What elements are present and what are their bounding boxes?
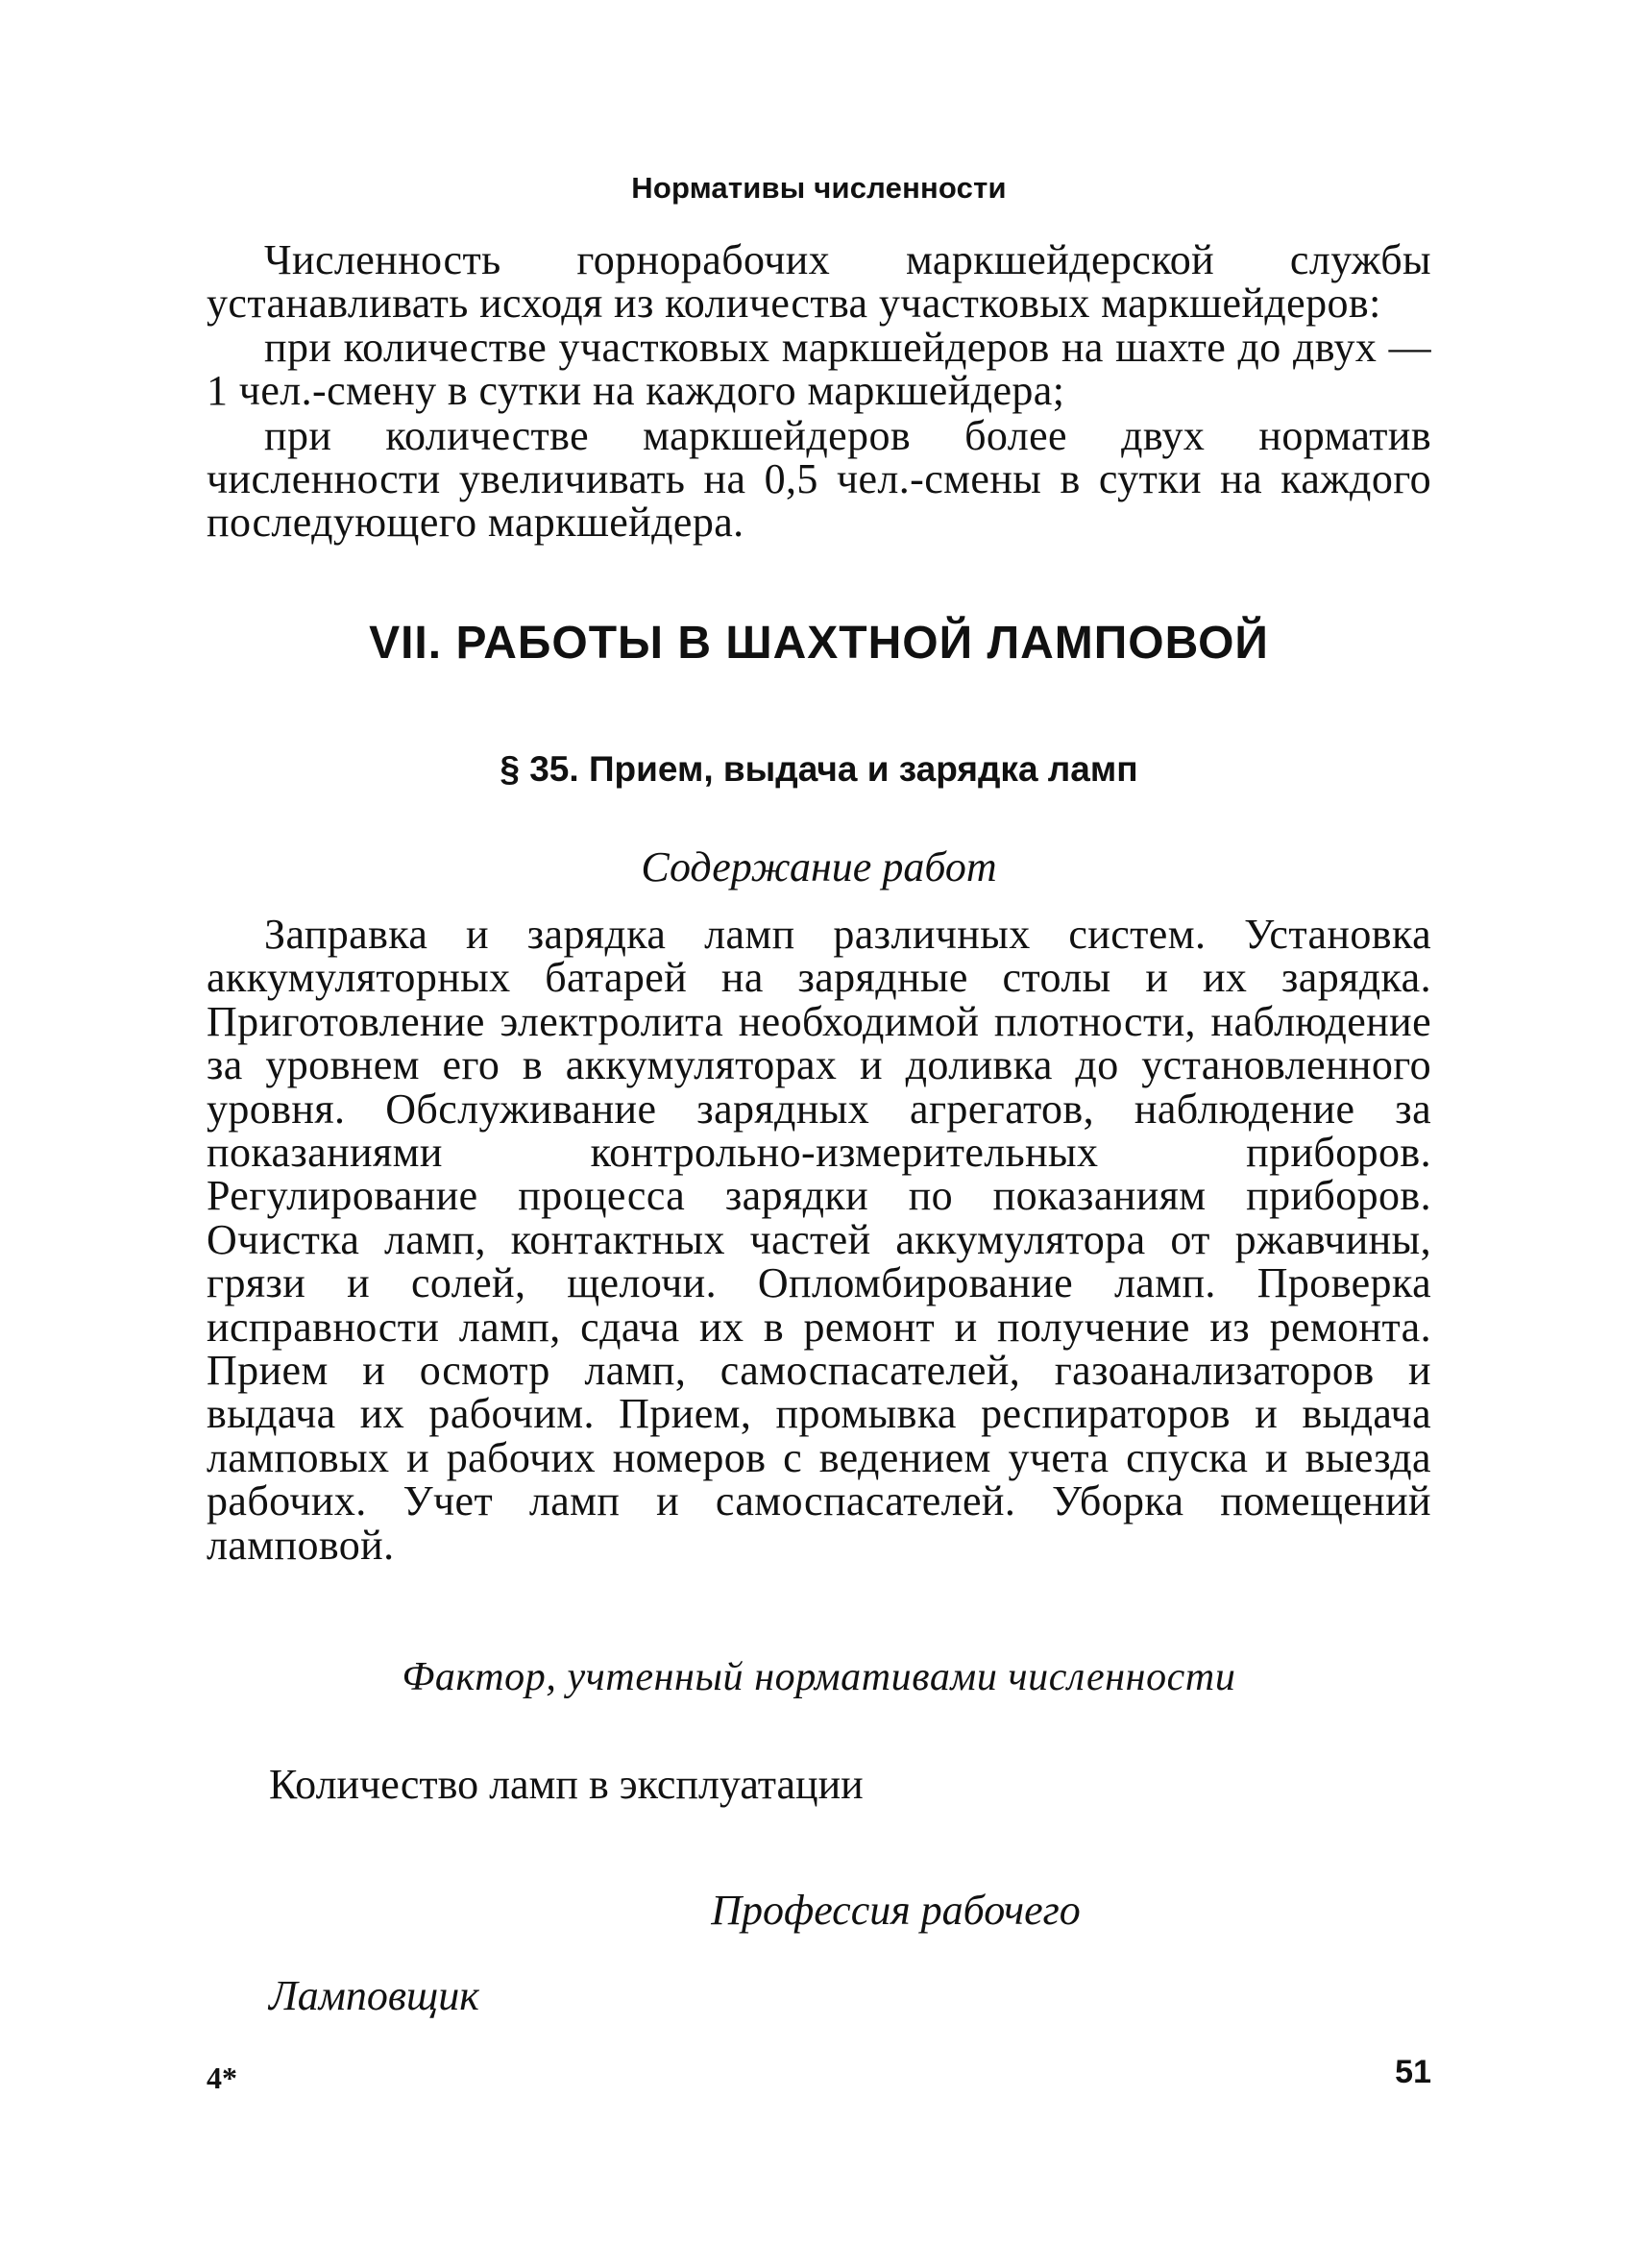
factor-text: Количество ламп в эксплуатации bbox=[269, 1761, 864, 1808]
printer-signature-mark: 4* bbox=[207, 2061, 237, 2095]
intro-paragraph-text: Численность горнорабочих маркшейдерской службы устанавливать исходя из количества участковых маркшейдеров: bbox=[207, 236, 1431, 327]
chapter-title: VII. РАБОТЫ В ШАХТНОЙ ЛАМПОВОЙ bbox=[369, 618, 1269, 669]
staffing-norms-heading: Нормативы численности bbox=[631, 171, 1007, 205]
rule-up-to-two bbox=[207, 326, 1431, 412]
factor-heading: Фактор, учтенный нормативами численности bbox=[402, 1655, 1236, 1699]
rule-up-to-two-text: при количестве участковых маркшейдеров на шахте до двух — 1 чел.-смену в сутки на каждого маркшейдера; bbox=[207, 324, 1431, 414]
work-content-heading: Содержание работ bbox=[641, 843, 997, 890]
work-content-paragraph bbox=[207, 913, 1431, 1567]
rule-more-than-two bbox=[207, 414, 1431, 544]
rule-more-than-two-text: при количестве маркшейдеров более двух норматив численности увеличивать на 0,5 чел.-смены в сутки на каждого последующего маркшейдера. bbox=[207, 412, 1431, 546]
work-content-text: Заправка и зарядка ламп различных систем. Установка аккумуляторных батарей на зарядные столы и их зарядка. Приготовление электролита необходимой плотности, наблюдение за уровнем его в аккумуляторах и доливка до установленного уровня. Обслуживание зарядных агрегатов, наблюдение за показаниями контрольно-измерительных приборов. Регулирование процесса зарядки по показаниям приборов. Очистка ламп, контактных частей аккумулятора от ржавчины, грязи и солей, щелочи. Опломбирование ламп. Проверка исправности ламп, сдача их в ремонт и получение из ремонта. Прием и осмотр ламп, самоспасателей, газоанализаторов и выдача их рабочим. Прием, промывка респираторов и выдача ламповых и рабочих номеров с ведением учета спуска и выезда рабочих. Учет ламп и самоспасателей. Уборка помещений ламповой. bbox=[207, 911, 1431, 1569]
section-title: § 35. Прием, выдача и зарядка ламп bbox=[500, 749, 1138, 789]
profession-text: Ламповщик bbox=[269, 1972, 479, 2019]
page-number: 51 bbox=[1395, 2054, 1431, 2090]
profession-heading: Профессия рабочего bbox=[711, 1887, 1081, 1934]
intro-paragraph bbox=[207, 238, 1431, 325]
